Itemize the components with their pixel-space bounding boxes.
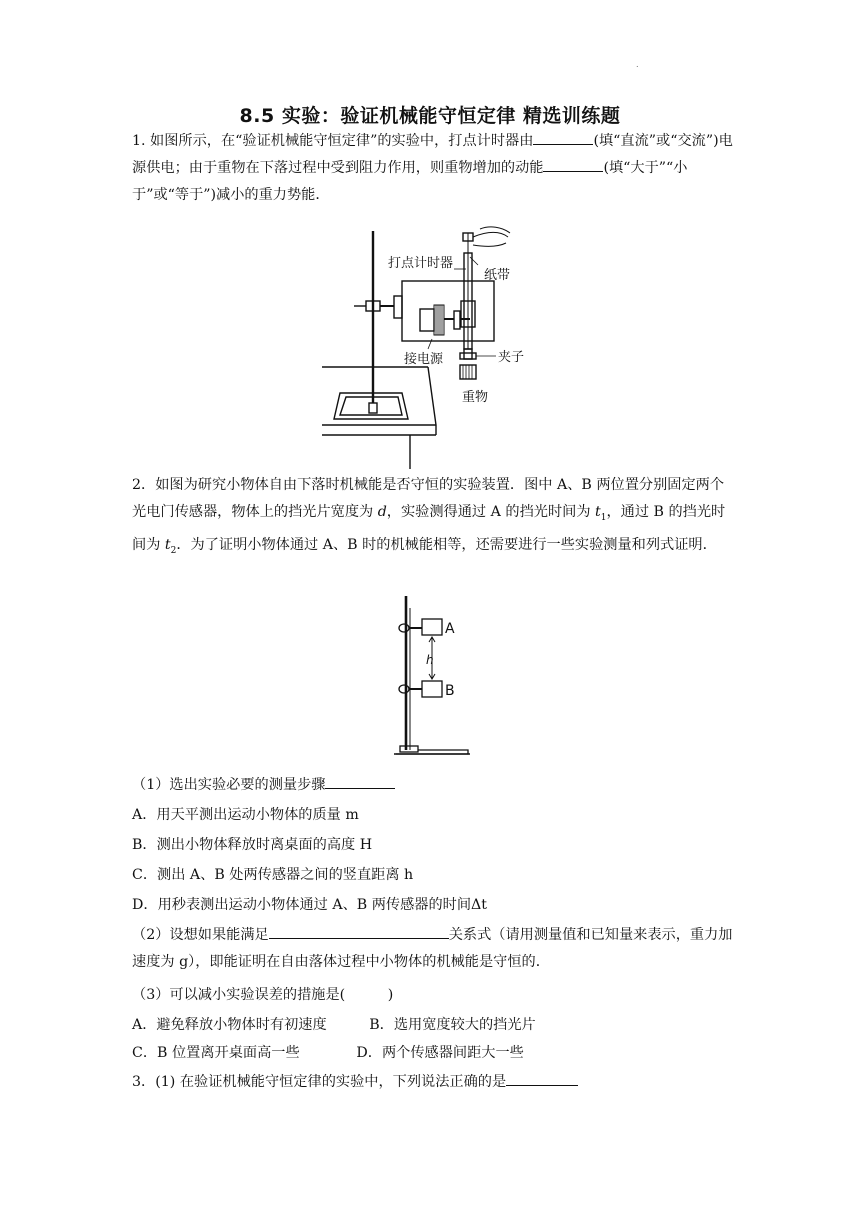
sensor-a [422,619,442,635]
corner-mark: . [636,60,639,69]
q1-text-c: (填“大于”“小于”或“等于”)减小的重力势能． [132,160,688,203]
q2-part1 [132,772,395,799]
q2-part1-label: （1）选出实验必要的测量步骤 [132,777,326,793]
q2-part2-b: 关系式（请用测量值和已知量来表示，重力加速度为 g），即能证明在自由落体过程中小物体的机械能是守恒的． [132,927,733,970]
label-weight: 重物 [462,390,489,405]
q2-option-d: D．用秒表测出运动小物体通过 A、B 两传感器的时间Δt [132,897,487,913]
q2-part2-a: （2）设想如果能满足 [132,927,269,943]
label-a: A [445,621,455,637]
hand [473,227,510,246]
question-3-text [132,1069,578,1096]
var-t2-sub: 2 [170,545,177,556]
var-t2: t [164,536,171,553]
q2-intro-b: ，实验测得通过 A 的挡光时间为 [386,504,596,520]
label-tape: 纸带 [484,268,511,283]
question-2-text [132,472,738,565]
label-power: 接电源 [404,352,444,367]
q2-part2-blank[interactable] [269,922,449,939]
label-b: B [445,683,455,699]
q2-part3-options-row1: A．避免释放小物体时有初速度 B．选用宽度较大的挡光片 [132,1017,536,1033]
q2-intro-d: ．为了证明小物体通过 A、B 时的机械能相等，还需要进行一些实验测量和列式证明． [176,536,717,553]
timer-body [402,281,494,341]
label-timer: 打点计时器 [388,256,454,271]
clip [460,353,476,359]
q3-blank[interactable] [506,1069,578,1086]
var-t1: t [595,504,601,520]
q2-intro-a: 2．如图为研究小物体自由下落时机械能是否守恒的实验装置．图中 A、B 两位置分别固定两个光电门传感器，物体上的挡光片宽度为 [132,477,725,520]
q2-option-a: A．用天平测出运动小物体的质量 m [132,807,359,823]
q2-intro-c: ，通过 B 的挡光时间为 [132,504,726,553]
figure-photogate-apparatus [392,594,472,756]
q2-part3: （3）可以减小实验误差的措施是( ) [132,987,394,1003]
q2-option-b: B．测出小物体释放时离桌面的高度 H [132,837,373,853]
var-t1-sub: 1 [600,512,607,523]
q2-part1-blank[interactable] [325,772,395,789]
label-h: h [426,653,434,667]
figure-timer-apparatus [318,225,594,469]
var-d: d [377,504,387,520]
sensor-b [422,681,442,697]
label-clip: 夹子 [498,350,525,365]
q2-part2 [132,922,738,976]
q3-text: 3．(1) 在验证机械能守恒定律的实验中，下列说法正确的是 [132,1074,507,1090]
page-title: 8.5 实验：验证机械能守恒定律 精选训练题 [239,105,621,127]
question-1-text [132,128,738,209]
q1-blank-1[interactable] [533,128,593,145]
q1-text-a: 1. 如图所示，在“验证机械能守恒定律”的实验中，打点计时器由 [132,133,534,149]
q1-blank-2[interactable] [543,155,603,172]
q1-text-b: (填“直流”或“交流”)电源供电；由于重物在下落过程中受到阻力作用，则重物增加的动能 [132,133,733,176]
q2-part3-options-row2: C．B 位置离开桌面高一些 D．两个传感器间距大一些 [132,1045,524,1061]
weight [460,365,476,379]
q2-option-c: C．测出 A、B 处两传感器之间的竖直距离 h [132,867,414,883]
